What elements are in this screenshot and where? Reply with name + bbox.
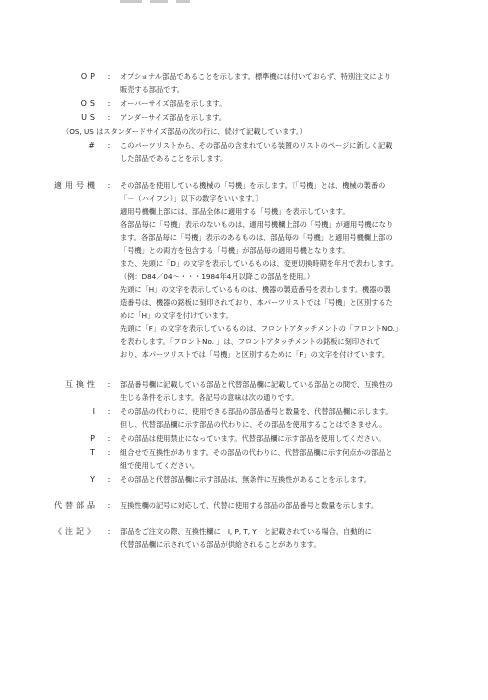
- entry-substitute: [40, 499, 450, 512]
- entry-os: [40, 97, 450, 110]
- entry-body: [120, 446, 450, 472]
- entry-line: 「号機」との両方を包含する「号機」が部品毎の適用号機となります。: [120, 246, 350, 255]
- entry-colon: :: [107, 113, 111, 122]
- entry-body: [120, 111, 450, 124]
- entry-body: [120, 432, 450, 445]
- entry-colon: :: [107, 475, 111, 484]
- entry-body: [120, 473, 450, 486]
- entry-colon: :: [107, 141, 111, 150]
- entry-colon: :: [107, 72, 111, 81]
- entry-line: 生じる条件を示します。各記号の意味は次の通りです。: [120, 393, 299, 402]
- entry-line: 但し、代替部品欄に示す部品の代わりに、その部品を使用することはできません。: [120, 420, 387, 429]
- entry-key: US: [81, 113, 98, 122]
- entry-key: 互換性: [65, 380, 98, 389]
- entry-code-y: [40, 473, 450, 486]
- entry-key: T: [90, 448, 98, 457]
- entry-line: オーバーサイズ部品を示します。: [120, 99, 227, 108]
- entry-line: 各部品毎に「号機」表示のないものは、適用号機欄上部の「号機」が適用号機になり: [120, 220, 394, 229]
- entry-key: 《注記》: [54, 527, 98, 536]
- entry-key: OP: [80, 72, 98, 81]
- entry-line: オプショナル部品であることを示します。標準機には付いておらず、特別注文により: [120, 72, 391, 81]
- entry-line: 互換性欄の記号に対応して、代替に使用する部品の部品番号と数量を示します。: [120, 501, 379, 510]
- entry-compatibility: [40, 378, 450, 404]
- entry-line: 販売する部品です。: [120, 85, 185, 94]
- entry-body: [120, 525, 450, 551]
- entry-line: アンダーサイズ部品を示します。: [120, 113, 227, 122]
- entry-colon: :: [107, 527, 111, 536]
- entry-key: OS: [80, 99, 98, 108]
- entry-body: [120, 378, 450, 404]
- entry-line: を表わします。「フロントNo. 」は、フロントアタッチメントの銘板に刻印されて: [120, 337, 381, 346]
- entry-line: 組合せで互換性があります。その部品の代わりに、代替部品欄に示す何点かの部品と: [120, 448, 393, 457]
- entry-line: 組で使用してください。: [120, 461, 200, 470]
- entry-key: 適用号機: [54, 181, 98, 190]
- entry-line: 「－（ハイフン）」以下の数字をいいます。〕: [120, 194, 263, 203]
- entry-line: （例：D84／04～・・・1984年4月以降この部品を使用。）: [120, 272, 315, 281]
- entry-line: した部品であることを示します。: [120, 154, 228, 163]
- entry-line: 造番号は、機器の銘板に刻印されており、本パーツリストでは「号機」と区別するた: [120, 298, 393, 307]
- entry-colon: :: [107, 448, 111, 457]
- entry-line: その部品と代替部品欄に示す部品は、無条件に互換性があることを示します。: [120, 475, 371, 484]
- entry-key: 代替部品: [54, 501, 98, 510]
- entry-key: I: [92, 407, 98, 416]
- entry-body: [120, 97, 450, 110]
- entry-line: 適用号機欄上部には、部品全体に適用する「号機」を表示しています。: [120, 207, 350, 216]
- entry-key: P: [90, 434, 98, 443]
- os-us-note: （OS, US はスタンダードサイズ部品の次の行に、続けて記載しています。）: [62, 127, 307, 136]
- entry-op: [40, 70, 450, 96]
- entry-note: [40, 525, 450, 551]
- entry-body: [120, 179, 450, 361]
- entry-line: めに「H」の文字を付けています。: [120, 311, 233, 320]
- entry-key: #: [88, 141, 98, 150]
- entry-line: おり、本パーツリストでは「号機」と区別するために「F」の文字を付けています。: [120, 350, 390, 359]
- entry-body: [120, 139, 450, 165]
- scan-edge-marks: [0, 0, 488, 10]
- entry-code-p: [40, 432, 450, 445]
- entry-key: Y: [90, 475, 98, 484]
- entry-colon: :: [107, 501, 111, 510]
- entry-line: その部品の代わりに、使用できる部品の部品番号と数量を、代替部品欄に示します。: [120, 407, 393, 416]
- entry-colon: :: [107, 99, 111, 108]
- entry-body: [120, 70, 450, 96]
- entry-line: その部品は使用禁止になっています。代替部品欄に示す部品を使用してください。: [120, 434, 386, 443]
- entry-line: 先頭に「H」の文字を表示しているものは、機器の製造番号を表わします。機器の製: [120, 285, 391, 294]
- entry-applicable-model: [40, 179, 450, 361]
- entry-colon: :: [107, 380, 111, 389]
- entry-line: 部品をご注文の際、互換性欄に I, P, T, Y と記載されている場合、自動的に: [120, 527, 372, 536]
- entry-code-i: [40, 405, 450, 431]
- entry-colon: :: [107, 181, 111, 190]
- entry-line: その部品を使用している機械の「号機」を示します。〔「号機」とは、機械の製番の: [120, 181, 386, 190]
- entry-line: 部品番号欄に記載している部品と代替部品欄に記載している部品との間で、互換性の: [120, 380, 393, 389]
- entry-us: [40, 111, 450, 124]
- entry-line: 代替部品欄に示されている部品が供給されることがあります。: [120, 540, 321, 549]
- entry-line: ます。各部品毎に「号機」表示のあるものは、部品毎の「号機」と適用号機欄上部の: [120, 233, 393, 242]
- entry-line: 先頭に「F」の文字を表示しているものは、フロントアタッチメントの「フロントNO.」: [120, 324, 403, 333]
- entry-colon: :: [107, 434, 111, 443]
- entry-new-mark: [40, 139, 450, 165]
- entry-line: また、先頭に「D」の文字を表示しているものは、変更切換時期を年月で表わします。: [120, 259, 399, 268]
- entry-code-t: [40, 446, 450, 472]
- entry-body: [120, 405, 450, 431]
- entry-body: [120, 499, 450, 512]
- entry-colon: :: [107, 407, 111, 416]
- entry-line: このパーツリストから、その部品の含まれている装置のリストのページに新しく記載: [120, 141, 393, 150]
